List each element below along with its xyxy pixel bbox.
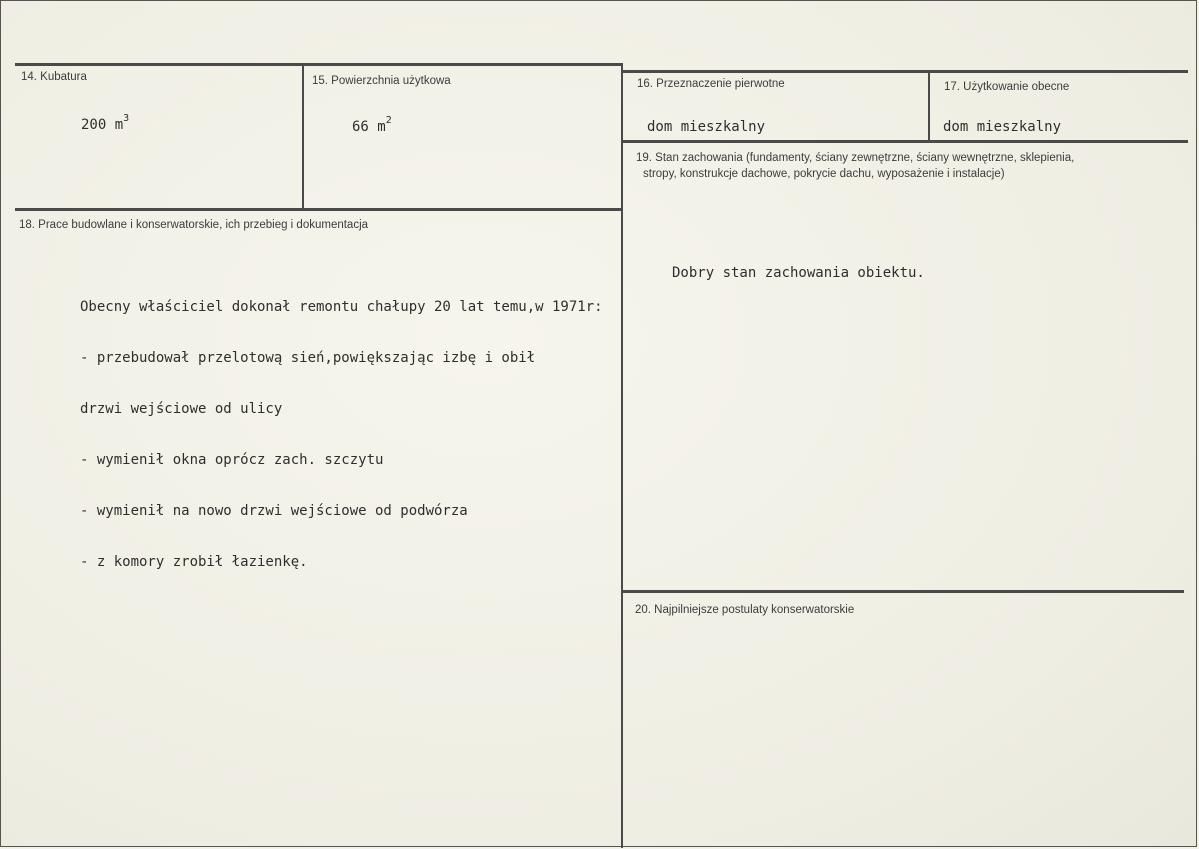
prace-line: - wymienił okna oprócz zach. szczytu: [80, 452, 384, 468]
top-rule-right: [623, 70, 1188, 73]
powierzchnia-exponent: 2: [385, 115, 392, 126]
stan-label-line1: 19. Stan zachowania (fundamenty, ściany zewnętrzne, ściany wewnętrzne, sklepienia,: [636, 152, 1075, 164]
powierzchnia-value: [352, 115, 392, 137]
rule-below-16-17: [623, 140, 1188, 143]
rule-below-14-15: [15, 208, 623, 211]
powierzchnia-label: 15. Powierzchnia użytkowa: [312, 75, 451, 87]
prace-line: - przebudował przelotową sień,powiększając izbę i obił: [80, 350, 536, 366]
prace-label: 18. Prace budowlane i konserwatorskie, ich przebieg i dokumentacja: [19, 219, 369, 231]
postulaty-label: 20. Najpilniejsze postulaty konserwatorskie: [635, 604, 855, 616]
przeznaczenie-label: 16. Przeznaczenie pierwotne: [637, 78, 785, 90]
prace-line: drzwi wejściowe od ulicy: [80, 401, 283, 417]
stan-label-line2: stropy, konstrukcje dachowe, pokrycie dachu, wyposażenie i instalacje): [643, 168, 1005, 180]
przeznaczenie-value: dom mieszkalny: [647, 119, 766, 135]
stan-value: Dobry stan zachowania obiektu.: [672, 265, 925, 281]
uzytkowanie-label: 17. Użytkowanie obecne: [944, 81, 1070, 93]
kubatura-label: 14. Kubatura: [21, 71, 87, 83]
powierzchnia-number: 66 m: [352, 119, 386, 135]
divider-14-15: [302, 63, 304, 209]
kubatura-number: 200 m: [81, 117, 124, 133]
divider-16-17: [928, 70, 930, 141]
prace-line: - z komory zrobił łazienkę.: [80, 554, 308, 570]
top-rule-left: [15, 63, 623, 66]
uzytkowanie-value: dom mieszkalny: [943, 119, 1062, 135]
kubatura-exponent: 3: [123, 113, 130, 124]
prace-line: Obecny właściciel dokonał remontu chałupy 20 lat temu,w 1971r:: [80, 299, 603, 315]
kubatura-value: [81, 113, 130, 135]
prace-line: - wymienił na nowo drzwi wejściowe od podwórza: [80, 503, 468, 519]
prace-text: [80, 265, 603, 605]
rule-above-20: [621, 590, 1184, 593]
divider-main: [621, 63, 623, 848]
